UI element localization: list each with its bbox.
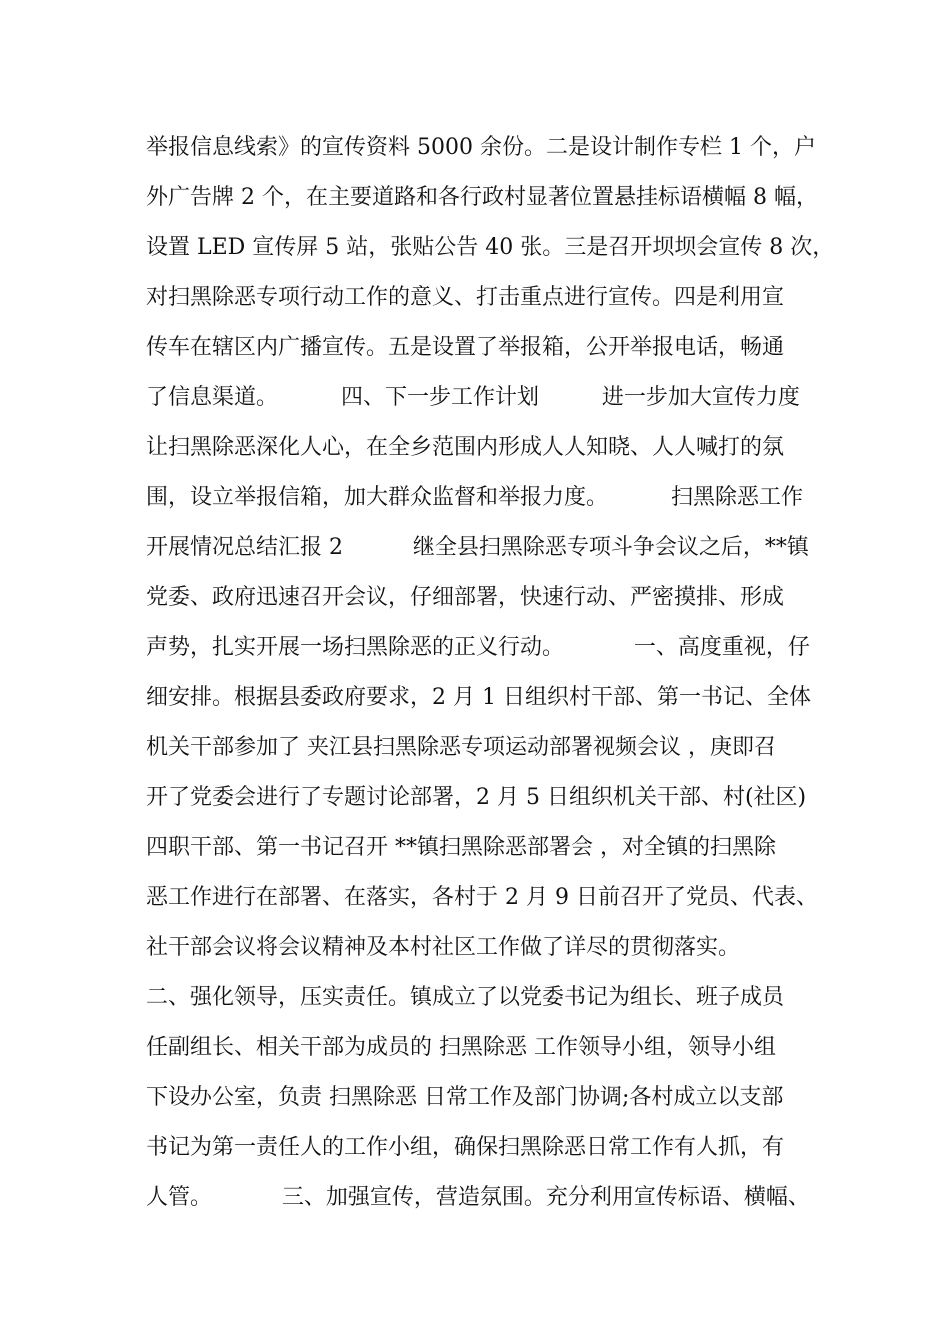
text-line: 让扫黑除恶深化人心，在全乡范围内形成人人知晓、人人喊打的氛 <box>146 435 785 460</box>
text-line: 开展情况总结汇报 2 继全县扫黑除恶专项斗争会议之后，**镇 <box>146 535 809 560</box>
text-line: 传车在辖区内广播宣传。五是设置了举报箱，公开举报电话，畅通 <box>146 335 785 360</box>
text-line: 了信息渠道。 四、下一步工作计划 进一步加大宣传力度 <box>146 385 800 410</box>
text-line: 任副组长、相关干部为成员的 扫黑除恶 工作领导小组，领导小组 <box>146 1035 776 1060</box>
text-line: 二、强化领导，压实责任。镇成立了以党委书记为组长、班子成员 <box>146 985 785 1010</box>
text-line: 机关干部参加了 夹江县扫黑除恶专项运动部署视频会议 ，庚即召 <box>146 735 776 760</box>
text-line: 细安排。根据县委政府要求，2 月 1 日组织村干部、第一书记、全体 <box>146 685 811 710</box>
text-line: 书记为第一责任人的工作小组，确保扫黑除恶日常工作有人抓，有 <box>146 1135 785 1160</box>
text-line: 党委、政府迅速召开会议，仔细部署，快速行动、严密摸排、形成 <box>146 585 785 610</box>
text-line: 社干部会议将会议精神及本村社区工作做了详尽的贯彻落实。 <box>146 935 741 960</box>
text-line: 开了党委会进行了专题讨论部署，2 月 5 日组织机关干部、村(社区) <box>146 785 807 810</box>
text-line: 外广告牌 2 个，在主要道路和各行政村显著位置悬挂标语横幅 8 幅， <box>146 185 818 210</box>
text-line: 人管。 三、加强宣传，营造氛围。充分利用宣传标语、横幅、 <box>146 1185 810 1210</box>
text-line: 设置 LED 宣传屏 5 站，张贴公告 40 张。三是召开坝坝会宣传 8 次， <box>146 235 835 260</box>
text-line: 声势，扎实开展一场扫黑除恶的正义行动。 一、高度重视，仔 <box>146 635 810 660</box>
text-line: 围，设立举报信箱，加大群众监督和举报力度。 扫黑除恶工作 <box>146 485 803 510</box>
text-line: 四职干部、第一书记召开 **镇扫黑除恶部署会 ，对全镇的扫黑除 <box>146 835 776 860</box>
text-line: 举报信息线索》的宣传资料 5000 余份。二是设计制作专栏 1 个，户 <box>146 135 816 160</box>
text-line: 下设办公室，负责 扫黑除恶 日常工作及部门协调;各村成立以支部 <box>146 1085 784 1110</box>
text-line: 对扫黑除恶专项行动工作的意义、打击重点进行宣传。四是利用宣 <box>146 285 785 310</box>
text-line: 恶工作进行在部署、在落实，各村于 2 月 9 日前召开了党员、代表、 <box>146 885 818 910</box>
